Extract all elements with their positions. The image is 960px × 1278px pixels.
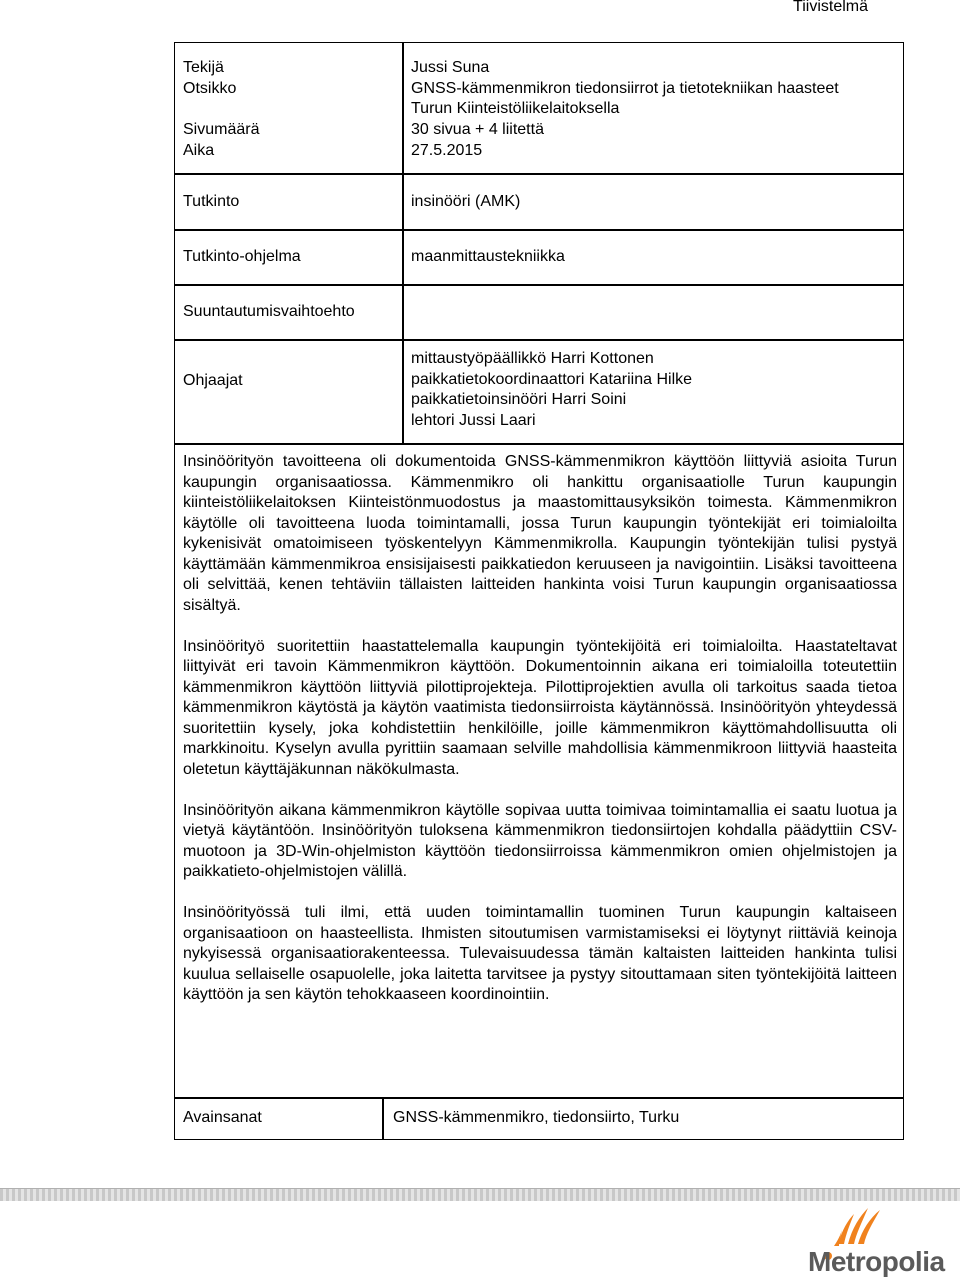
abstract-paragraph-1: Insinöörityön tavoitteena oli dokumentoida GNSS-kämmenmikron käyttöön liittyviä asioita Turun kaupungin organisaatiossa. Kämmenmikro oli hankittu organisaatiolle Turun kaupungin kiinteistöliikelaitoksen Kiinteistönmuodostus ja maastomittausyksikön toimesta. Kämmenmikron käytölle oli tavoitteena luoda toimintamalli, jossa Turun kaupungin työntekijät eri toimialoilta kykenisivät omatoimiseen työskentelyyn Kämmenmikrolla. Kaupungin työntekijän tulisi pystyä käyttämään kämmenmikroa ensisijaisesti paikkatiedon keruuseen ja navigointiin. Lisäksi tavoitteena oli selvittää, kenen tehtäviin tällaisten laitteiden hankinta voisi Turun kaupungin organisaatiossa sisältyä. [183, 453, 897, 614]
programme-value: maanmittaustekniikka [411, 248, 565, 265]
page-header-title: Tiivistelmä [793, 0, 868, 15]
specialisation-label: Suuntautumisvaihtoehto [183, 303, 355, 320]
keywords-value: GNSS-kämmenmikro, tiedonsiirto, Turku [393, 1109, 680, 1126]
pages-label: Sivumäärä [183, 121, 260, 138]
metropolia-logo-text: Metropolia [808, 1246, 945, 1277]
title-value-line2: Turun Kiinteistöliikelaitoksella [411, 100, 620, 117]
keywords-label: Avainsanat [183, 1109, 262, 1126]
degree-value: insinööri (AMK) [411, 193, 521, 210]
keywords-divider [382, 1099, 384, 1139]
supervisors-label: Ohjaajat [183, 372, 243, 389]
pages-value: 30 sivua + 4 liitettä [411, 121, 544, 138]
author-label: Tekijä [183, 59, 224, 76]
row-divider [175, 229, 903, 231]
title-label: Otsikko [183, 80, 237, 97]
row-divider [175, 173, 903, 175]
abstract-paragraph-3: Insinöörityön aikana kämmenmikron käytölle sopivaa uutta toimivaa toimintamallia ei saatu luotua ja vietyä käytäntöön. Insinöörityön tuloksena kämmenmikron tiedonsiirtojen kohdalla päädyttiin CSV-muotoon ja 3D-Win-ohjelmiston käyttöön tiedonsiirroissa kämmenmikron omien ohjelmistojen ja paikkatieto-ohjelmistojen välillä. [183, 801, 897, 880]
programme-label: Tutkinto-ohjelma [183, 248, 301, 265]
supervisor-4: lehtori Jussi Laari [411, 412, 536, 429]
supervisor-2: paikkatietokoordinaattori Katariina Hilke [411, 371, 693, 388]
abstract-paragraph-2: Insinöörityö suoritettiin haastattelemalla kaupungin työntekijöitä eri toimialoilta. Haastateltavat liittyivät eri tavoin Kämmenmikron käyttöön. Dokumentoinnin aikana eri toimialoilla toteutettiin kämmenmikron käyttöön liittyviä pilottiprojekteja. Pilottiprojektien avulla oli tarkoitus saada tietoa kämmenmikron käytöstä ja käytön vaatimista tiedonsiirroista käytännössä. Insinöörityön yhteydessä suoritettiin kysely, joka kohdistettiin henkilöille, joille kämmenmikron käyttömahdollisuutta oli markkinoitu. Kyselyn avulla pyrittiin saamaan selville mahdollisia kämmenmikroon liittyviä haasteita oletetun käyttäjäkunnan näkökulmasta. [183, 637, 897, 778]
abstract-paragraph-4: Insinöörityössä tuli ilmi, että uuden toimintamallin tuominen Turun kaupungin kaltaiseen organisaatioon on haasteellista. Ihmisten sitoutumisen varmistamiseksi ei löytynyt riittäviä keinoja nykyisessä organisaatiorakenteessa. Tulevaisuudessa tämän kaltaisten laitteiden hankinta tulisi kuulua sellaiselle osapuolelle, joka laitetta tarvitsee ja pystyy sitouttamaan siten työntekijöitä laitteen käyttöön ja sen käytön tehokkaaseen koordinointiin. [183, 904, 897, 1003]
keywords-table [174, 1098, 904, 1140]
title-value-line1: GNSS-kämmenmikron tiedonsiirrot ja tietotekniikan haasteet [411, 80, 839, 97]
column-divider [402, 43, 404, 444]
supervisor-1: mittaustyöpäällikkö Harri Kottonen [411, 350, 654, 367]
date-value: 27.5.2015 [411, 142, 483, 159]
date-label: Aika [183, 142, 215, 159]
row-divider [175, 339, 903, 341]
abstract-body [183, 452, 897, 1026]
abstract-table [174, 42, 904, 1098]
supervisor-3: paikkatietoinsinööri Harri Soini [411, 391, 627, 408]
row-divider [175, 284, 903, 286]
author-value: Jussi Suna [411, 59, 490, 76]
degree-label: Tutkinto [183, 193, 240, 210]
row-divider [175, 443, 903, 445]
